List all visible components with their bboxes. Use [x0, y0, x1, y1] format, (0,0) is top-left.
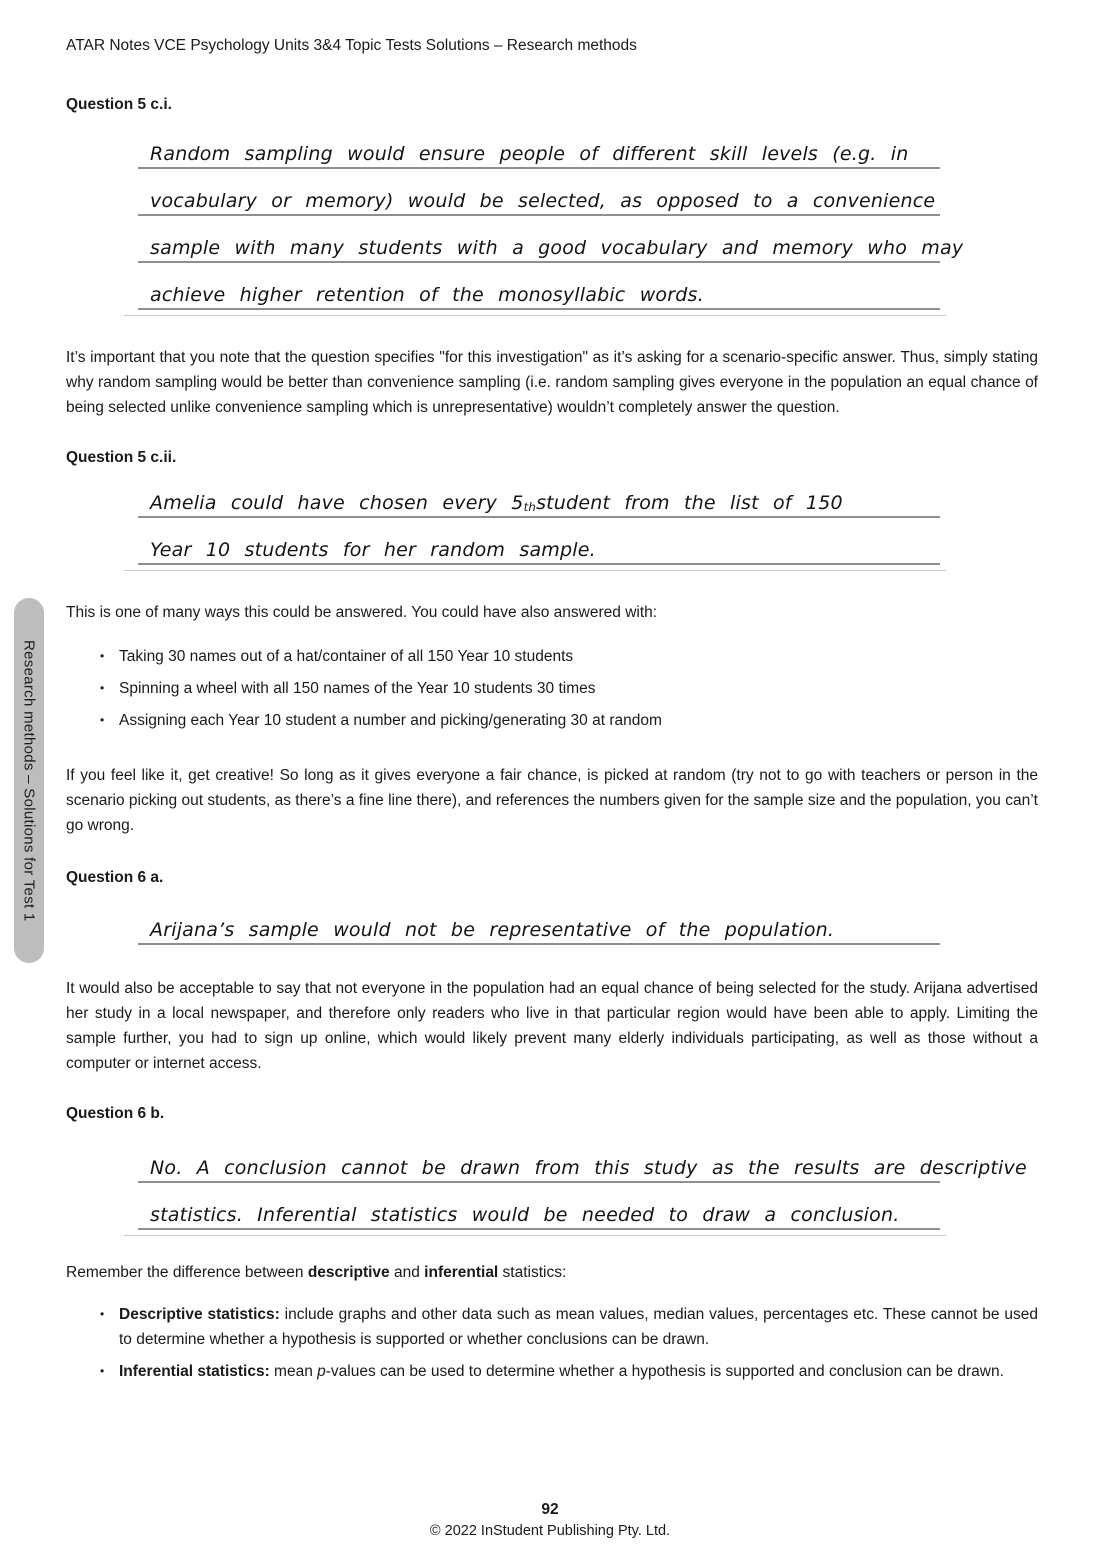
handwritten-line: No. A conclusion cannot be drawn from this study as the results are descriptive — [138, 1136, 940, 1183]
question-5cii-heading: Question 5 c.ii. — [66, 449, 177, 466]
remember-text: and — [389, 1264, 425, 1281]
ruled-line — [124, 570, 946, 571]
superscript-th: th — [523, 500, 537, 514]
question-6a-explanation: It would also be acceptable to say that not everyone in the population had an equal chance of being selected for the study. Arijana advertised her study in a local newspaper, and therefore only readers who live in that particular region would have been able to apply. Limiting the sample further, you had to sign up online, which would likely prevent many elderly individuals participating, as well as those without a computer or internet access. — [66, 980, 1038, 1072]
handwritten-text: Amelia could have chosen every 5 — [150, 492, 524, 514]
handwritten-line: achieve higher retention of the monosyllabic words. — [138, 263, 940, 310]
question-6a-heading: Question 6 a. — [66, 869, 164, 886]
bullet-icon: • — [100, 1364, 105, 1378]
remember-text: statistics: — [498, 1264, 567, 1281]
question-6b-heading: Question 6 b. — [66, 1105, 165, 1122]
handwritten-line — [138, 471, 940, 518]
descriptive-statistics-text: include graphs and other data such as mean values, median values, percentages etc. These cannot be used to determine whether a hypothesis is supported or whether conclusions can be drawn. — [119, 1306, 1038, 1348]
list-item — [100, 676, 1038, 701]
list-item-text — [119, 1302, 1038, 1352]
inferential-statistics-lead: Inferential statistics: — [119, 1363, 270, 1380]
inferential-statistics-text: -values can be used to determine whether a hypothesis is supported and conclusion can be drawn. — [325, 1363, 1004, 1380]
bullet-icon: • — [100, 1307, 105, 1321]
ruled-line — [124, 315, 946, 316]
handwritten-line: sample with many students with a good vocabulary and memory who may — [138, 216, 940, 263]
handwritten-text: student from the list of 150 — [536, 492, 843, 514]
list-item — [100, 1359, 1038, 1384]
statistics-definitions-list — [66, 1302, 1038, 1384]
question-5ci-explanation: It’s important that you note that the question specifies "for this investigation" as it’s asking for a scenario-specific answer. Thus, simply stating why random sampling would be better than convenience sampling (i.e. random sampling gives everyone in the population an equal chance of being selected unlike convenience sampling which is unrepresentative) wouldn’t completely answer the question. — [66, 349, 1038, 416]
question-6b-handwritten-answer — [66, 1136, 1038, 1236]
bullet-icon: • — [100, 713, 105, 727]
page-header-title: ATAR Notes VCE Psychology Units 3&4 Topic Tests Solutions – Research methods — [66, 37, 637, 54]
inferential-statistics-text: mean — [269, 1363, 318, 1380]
p-value-italic: p — [317, 1363, 326, 1380]
remember-line — [66, 1260, 1038, 1285]
list-item-text — [119, 1359, 1038, 1384]
handwritten-line: Arijana’s sample would not be representative of the population. — [138, 898, 940, 945]
question-6a-handwritten-answer — [66, 898, 1038, 945]
question-5cii-extra-note: If you feel like it, get creative! So long as it gives everyone a fair chance, is picked at random (try not to go with teachers or person in the scenario picking out students, as there’s a fine line there), and references the numbers given for the sample size and the population, you can’t go wrong. — [66, 767, 1038, 834]
handwritten-line: vocabulary or memory) would be selected, as opposed to a convenience — [138, 169, 940, 216]
question-5ci-handwritten-answer — [66, 122, 1038, 316]
remember-bold-inferential: inferential — [424, 1264, 499, 1281]
bullet-icon: • — [100, 681, 105, 695]
ruled-line — [124, 1235, 946, 1236]
page-footer — [0, 1499, 1100, 1542]
bullet-icon: • — [100, 649, 105, 663]
list-item — [100, 708, 1038, 733]
page-number: 92 — [541, 1501, 559, 1518]
remember-bold-descriptive: descriptive — [307, 1264, 390, 1281]
section-tab-label: Research methods – Solutions for Test 1 — [20, 639, 38, 922]
handwritten-line: statistics. Inferential statistics would be needed to draw a conclusion. — [138, 1183, 940, 1230]
question-5cii-handwritten-answer — [66, 471, 1038, 571]
list-item-text: Taking 30 names out of a hat/container of all 150 Year 10 students — [119, 648, 574, 665]
descriptive-statistics-lead: Descriptive statistics: — [119, 1306, 280, 1323]
list-item — [100, 1302, 1038, 1352]
question-5ci-heading: Question 5 c.i. — [66, 96, 172, 113]
handwritten-line: Year 10 students for her random sample. — [138, 518, 940, 565]
alternative-answers-list — [66, 644, 1038, 733]
copyright-notice: © 2022 InStudent Publishing Pty. Ltd. — [429, 1523, 671, 1539]
list-item-text: Spinning a wheel with all 150 names of the Year 10 students 30 times — [119, 680, 596, 697]
remember-text: Remember the difference between — [66, 1264, 308, 1281]
list-item-text: Assigning each Year 10 student a number and picking/generating 30 at random — [119, 712, 662, 729]
list-item — [100, 644, 1038, 669]
handwritten-line: Random sampling would ensure people of different skill levels (e.g. in — [138, 122, 940, 169]
question-5cii-explanation: This is one of many ways this could be answered. You could have also answered with: — [66, 604, 658, 621]
section-tab — [14, 598, 44, 963]
